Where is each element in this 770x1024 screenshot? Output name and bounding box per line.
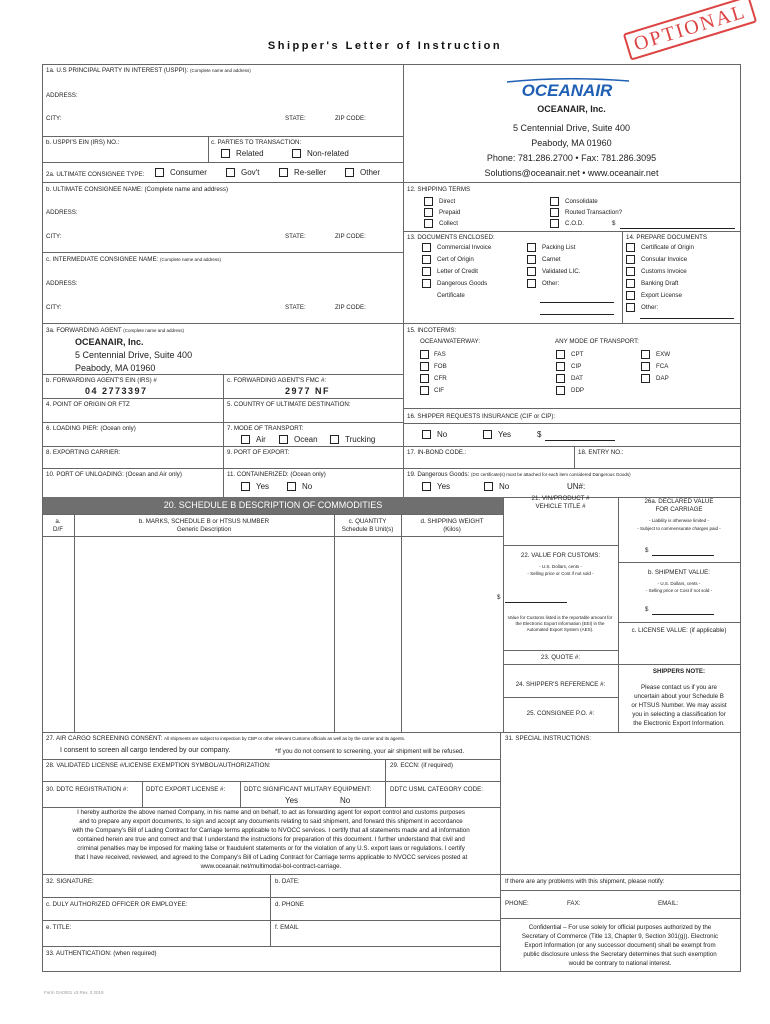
consular-invoice-checkbox[interactable]	[626, 255, 635, 264]
dg-yes-checkbox[interactable]	[422, 482, 431, 491]
ddtc-no[interactable]: No	[340, 796, 351, 805]
direct-label: Direct	[439, 198, 456, 205]
fa-address1: 5 Centennial Drive, Suite 400	[75, 350, 193, 360]
collect-checkbox[interactable]	[424, 219, 433, 228]
fa-ein-label: b. FORWARDING AGENT'S EIN (IRS) #	[46, 377, 157, 384]
problems-label: If there are any problems with this shipment, please notify:	[505, 878, 665, 885]
fa-address2: Peabody, MA 01960	[75, 363, 156, 373]
col-c-sub-label: Schedule B Unit(s)	[341, 526, 394, 533]
validated-license-label: 28. VALIDATED LICENSE #/LICENSE EXEMPTION SYMBOL/AUTHORIZATION:	[46, 762, 271, 769]
dangerous-goods-doc-checkbox[interactable]	[422, 279, 431, 288]
consumer-checkbox[interactable]	[155, 168, 164, 177]
fob-checkbox[interactable]	[420, 362, 429, 371]
screening-note: *If you do not consent to screening, your air shipment will be refused.	[275, 748, 465, 755]
declared-amount-field[interactable]	[652, 555, 714, 556]
usppi-ein-label: b. USPPI'S EIN (IRS) NO.:	[46, 139, 120, 146]
shipment-value-field[interactable]	[652, 614, 714, 615]
declared-value-sub-label: FOR CARRIAGE	[655, 506, 703, 513]
insurance-label: 16. SHIPPER REQUESTS INSURANCE (CIF or CIP):	[407, 413, 556, 420]
confidential-line-4: public disclosure unless the Secretary determines that such exemption	[523, 951, 717, 958]
dat-checkbox[interactable]	[556, 374, 565, 383]
containerized-no-label: No	[302, 482, 313, 491]
shipping-terms-label: 12. SHIPPING TERMS	[407, 186, 471, 193]
carnet-checkbox[interactable]	[527, 255, 536, 264]
ic-state-label: STATE:	[285, 304, 306, 311]
consignee-type-label: 2a. ULTIMATE CONSIGNEE TYPE:	[46, 171, 145, 178]
authentication-label: 33. AUTHENTICATION: (when required)	[46, 950, 157, 957]
ic-zip-label: ZIP CODE:	[335, 304, 366, 311]
forwarding-agent-label: 3a. FORWARDING AGENT (Complete name and address)	[46, 327, 185, 334]
vc-note-1: - U.S. Dollars, cents -	[539, 564, 582, 569]
sv-note-2: - Selling price or Cost if not sold -	[645, 588, 713, 593]
declared-note-2: - Subject to commensurate charges paid -	[637, 526, 721, 531]
entry-no-label: 18. ENTRY NO.:	[578, 449, 624, 456]
uc-city-label: CITY:	[46, 233, 62, 240]
shipper-ref-label: 24. SHIPPER'S REFERENCE #:	[515, 681, 606, 688]
dap-checkbox[interactable]	[641, 374, 650, 383]
company-address2: Peabody, MA 01960	[531, 138, 612, 148]
packing-list-checkbox[interactable]	[527, 243, 536, 252]
uc-zip-label: ZIP CODE:	[335, 233, 366, 240]
special-instructions-label: 31. SPECIAL INSTRUCTIONS:	[505, 735, 592, 742]
contact-phone-label: PHONE:	[505, 900, 529, 907]
shipment-value-label: b. SHIPMENT VALUE:	[647, 569, 710, 576]
col-d-sub-label: (Kilos)	[443, 526, 461, 533]
signature-label: 32. SIGNATURE:	[46, 878, 94, 885]
dangerous-goods-doc-label: Dangerous Goods	[437, 280, 488, 287]
page-title: Shipper's Letter of Instruction	[267, 40, 503, 52]
sv-note-1: - U.S. Dollars, cents -	[657, 581, 701, 586]
cfr-checkbox[interactable]	[420, 374, 429, 383]
vin-label: 21. VIN/PRODUCT #	[531, 495, 590, 502]
insurance-yes-checkbox[interactable]	[483, 430, 492, 439]
confidential-line-3: Export Information (or any successor document) shall be exempt from	[524, 942, 716, 949]
date-label: b. DATE:	[275, 878, 300, 885]
non-related-checkbox[interactable]	[292, 149, 301, 158]
exw-label: EXW	[656, 351, 671, 358]
company-web: Solutions@oceanair.net • www.oceanair.net	[484, 168, 659, 178]
vc-note-3: Value for Customs listed is the reportable amount for the Electronic Export Information (EEI) in the Automated Export System (AES).	[507, 615, 613, 633]
air-label: Air	[256, 435, 266, 444]
usppi-zip-label: ZIP CODE:	[335, 115, 366, 122]
exw-checkbox[interactable]	[641, 350, 650, 359]
auth-line-5: criminal penalties may be imposed for making false or fraudulent statements or for the violation of any U.S. export laws or regulations. I certify	[77, 845, 465, 852]
fa-ein-value: 04 2773397	[85, 386, 148, 396]
note-line-5: the Electronic Export Information.	[633, 720, 725, 727]
prep-cert-origin-checkbox[interactable]	[626, 243, 635, 252]
packing-list-label: Packing List	[542, 244, 576, 251]
ddtc-reg-label: 30. DDTC REGISTRATION #:	[46, 786, 129, 793]
carnet-label: Carnet	[542, 256, 561, 263]
declared-note-1: - Liability is otherwise limited -	[649, 518, 709, 523]
note-line-1: Please contact us if you are	[640, 684, 717, 691]
note-line-4: you in selecting a classification for	[632, 711, 726, 718]
auth-line-2: and to prepare any export documents, to sign and accept any documents relating to said shipment, and forward this shipment in accordance	[79, 818, 463, 825]
prep-other-field[interactable]	[640, 318, 734, 319]
cpt-label: CPT	[571, 351, 584, 358]
contact-fax-label: FAX:	[567, 900, 581, 907]
fca-checkbox[interactable]	[641, 362, 650, 371]
fca-label: FCA	[656, 363, 669, 370]
govt-label: Gov't	[241, 168, 260, 177]
value-customs-label: 22. VALUE FOR CUSTOMS:	[520, 552, 601, 559]
officer-label: c. DULY AUTHORIZED OFFICER OR EMPLOYEE:	[46, 901, 188, 908]
customs-invoice-label: Customs Invoice	[641, 268, 687, 275]
validated-lic-label: Validated LIC.	[542, 268, 581, 275]
declared-value-label: 26a. DECLARED VALUE	[644, 498, 714, 505]
auth-line-1: I hereby authorize the above named Company, in his name and on behalf, to act as forwarding agent for export control and customs purposes	[77, 809, 465, 816]
govt-checkbox[interactable]	[226, 168, 235, 177]
export-license-checkbox[interactable]	[626, 291, 635, 300]
cod-amount-field[interactable]	[620, 228, 735, 229]
ddp-checkbox[interactable]	[556, 386, 565, 395]
trucking-checkbox[interactable]	[330, 435, 339, 444]
cert-origin-checkbox[interactable]	[422, 255, 431, 264]
confidential-line-1: Confidential – For use solely for official purposes authorized by the	[528, 924, 712, 931]
confidential-line-2: Secretary of Commerce (Title 13, Chapter 9, Section 301(g)). Electronic	[521, 933, 719, 940]
prepare-docs-label: 14. PREPARE DOCUMENTS	[626, 234, 708, 241]
insurance-yes-label: Yes	[498, 430, 512, 439]
note-line-3: or HTSUS Number. We may assist	[631, 702, 727, 709]
oceanair-logo	[505, 78, 630, 98]
prep-other-label: Other:	[641, 304, 659, 311]
col-b-label: b. MARKS, SCHEDULE B or HTSUS NUMBER	[138, 518, 270, 525]
vc-dollar: $	[497, 594, 501, 601]
ocean-waterway-label: OCEAN/WATERWAY:	[420, 338, 481, 345]
ic-address-label: ADDRESS:	[46, 280, 78, 287]
fa-fmc-label: c. FORWARDING AGENT'S FMC #:	[227, 377, 327, 384]
email-label: f. EMAIL	[275, 924, 299, 931]
commercial-invoice-checkbox[interactable]	[422, 243, 431, 252]
non-related-label: Non-related	[307, 149, 349, 158]
cip-checkbox[interactable]	[556, 362, 565, 371]
col-a-label: a.	[55, 518, 61, 525]
related-label: Related	[236, 149, 264, 158]
license-value-label: c. LICENSE VALUE: (if applicable)	[631, 627, 727, 634]
ddtc-military-label: DDTC SIGNIFICANT MILITARY EQUIPMENT:	[244, 786, 372, 793]
insurance-amount-field[interactable]	[545, 440, 615, 441]
consignee-po-label: 25. CONSIGNEE P.O. #:	[526, 710, 595, 717]
routed-label: Routed Transaction?	[565, 209, 623, 216]
usppi-label: 1a. U.S PRINCIPAL PARTY IN INTEREST (USPPI): (Complete name and address)	[46, 67, 251, 74]
letter-credit-checkbox[interactable]	[422, 267, 431, 276]
usppi-address-label: ADDRESS:	[46, 92, 78, 99]
certificate-label: Certificate	[437, 292, 465, 299]
banking-draft-checkbox[interactable]	[626, 279, 635, 288]
ddp-label: DDP	[571, 387, 585, 394]
containerized-no-checkbox[interactable]	[287, 482, 296, 491]
containerized-label: 11. CONTAINERIZED: (Ocean only)	[227, 471, 326, 478]
consular-invoice-label: Consular Invoice	[641, 256, 688, 263]
dat-label: DAT	[571, 375, 583, 382]
routed-checkbox[interactable]	[550, 208, 559, 217]
collect-label: Collect	[439, 220, 458, 227]
declared-dollar: $	[645, 547, 649, 554]
letter-credit-label: Letter of Credit	[437, 268, 478, 275]
screening-label: 27. AIR CARGO SCREENING CONSENT: All shipments are subject to inspection by CBP or other relevant Customs officials as well as by the carrier and its agents.	[46, 735, 406, 742]
related-checkbox[interactable]	[221, 149, 230, 158]
value-customs-field[interactable]	[505, 602, 567, 603]
other-doc-checkbox[interactable]	[527, 279, 536, 288]
company-name: OCEANAIR, Inc.	[537, 104, 606, 114]
cod-checkbox[interactable]	[550, 219, 559, 228]
validated-lic-checkbox[interactable]	[527, 267, 536, 276]
ic-city-label: CITY:	[46, 304, 62, 311]
commercial-invoice-label: Commercial Invoice	[437, 244, 492, 251]
exporting-carrier-label: 8. EXPORTING CARRIER:	[46, 449, 121, 456]
reseller-label: Re-seller	[294, 168, 327, 177]
un-label: UN#:	[567, 482, 586, 491]
ddtc-usml-label: DDTC USML CATEGORY CODE:	[390, 786, 483, 793]
loading-pier-label: 6. LOADING PIER: (Ocean only)	[46, 425, 136, 432]
banking-draft-label: Banking Draft	[641, 280, 679, 287]
form-footer: Form OA0001 v3 Rev. 3 2019	[44, 990, 104, 995]
country-dest-label: 5. COUNTRY OF ULTIMATE DESTINATION:	[227, 401, 351, 408]
ocean-label: Ocean	[294, 435, 318, 444]
consolidate-label: Consolidate	[565, 198, 598, 205]
cod-dollar: $	[612, 220, 616, 227]
cert-origin-label: Cert of Origin	[437, 256, 474, 263]
uc-state-label: STATE:	[285, 233, 306, 240]
cfr-label: CFR	[434, 375, 447, 382]
sv-dollar: $	[645, 606, 649, 613]
phone-label: d. PHONE	[275, 901, 304, 908]
incoterms-label: 15. INCOTERMS:	[407, 327, 457, 334]
containerized-yes-checkbox[interactable]	[241, 482, 250, 491]
title-label: e. TITLE:	[46, 924, 72, 931]
other-checkbox[interactable]	[345, 168, 354, 177]
contact-email-label: EMAIL:	[658, 900, 679, 907]
schedule-b-heading: 20. SCHEDULE B DESCRIPTION OF COMMODITIES	[43, 497, 503, 514]
confidential-line-5: would be contrary to national interest.	[568, 960, 672, 967]
cip-label: CIP	[571, 363, 582, 370]
fas-label: FAS	[434, 351, 446, 358]
fa-fmc-value: 2977 NF	[285, 386, 331, 396]
usppi-city-label: CITY:	[46, 115, 62, 122]
insurance-no-label: No	[437, 430, 448, 439]
ddtc-export-label: DDTC EXPORT LICENSE #:	[146, 786, 226, 793]
parties-label: c. PARTIES TO TRANSACTION:	[211, 139, 302, 146]
air-checkbox[interactable]	[241, 435, 250, 444]
col-a-df-label: D/F	[53, 526, 63, 533]
insurance-dollar: $	[537, 430, 542, 439]
other-doc-field[interactable]	[540, 302, 614, 303]
other-doc-field-2[interactable]	[540, 314, 614, 315]
dg-no-label: No	[499, 482, 510, 491]
vin-sub-label: VEHICLE TITLE #	[535, 503, 586, 510]
auth-line-3: with the Company's Bill of Lading Contract for Carriage terms applicable to NVOCC services. I certify that all statements made and all information	[72, 827, 470, 834]
ddtc-yes[interactable]: Yes	[285, 796, 299, 805]
intermediate-consignee-label: c. INTERMEDIATE CONSIGNEE NAME: (Complete name and address)	[46, 256, 221, 263]
cpt-checkbox[interactable]	[556, 350, 565, 359]
other-doc-label: Other:	[542, 280, 560, 287]
auth-line-6: that I have received, reviewed, and agreed to the Company's Bill of Lading Contract for Carriage terms applicable to NVOCC services posted at	[74, 854, 468, 861]
dg-no-checkbox[interactable]	[484, 482, 493, 491]
insurance-no-checkbox[interactable]	[422, 430, 431, 439]
fa-name: OCEANAIR, Inc.	[75, 337, 144, 347]
trucking-label: Trucking	[345, 435, 376, 444]
prepaid-label: Prepaid	[439, 209, 461, 216]
consumer-label: Consumer	[170, 168, 207, 177]
screening-consent: I consent to screen all cargo tendered by our company.	[60, 747, 231, 754]
vc-note-2: - Selling price or Cost if not sold -	[527, 571, 594, 576]
mode-transport-label: 7. MODE OF TRANSPORT:	[227, 425, 304, 432]
customs-invoice-checkbox[interactable]	[626, 267, 635, 276]
documents-label: 13. DOCUMENTS ENCLOSED:	[407, 234, 495, 241]
eccn-label: 29. ECCN: (if required)	[390, 762, 453, 769]
dg-yes-label: Yes	[437, 482, 451, 491]
shippers-note-label: SHIPPERS NOTE:	[652, 668, 706, 675]
prepaid-checkbox[interactable]	[424, 208, 433, 217]
col-b-sub-label: Generic Description	[176, 526, 232, 533]
export-license-label: Export License	[641, 292, 682, 299]
auth-line-7: www.oceanair.net/multimodal-bol-contract-carriage.	[200, 863, 342, 870]
dangerous-goods-label: 19. Dangerous Goods: (DG certificate(s) must be attached for each item considered Dangerous Goods)	[407, 471, 631, 478]
fas-checkbox[interactable]	[420, 350, 429, 359]
consolidate-checkbox[interactable]	[550, 197, 559, 206]
col-d-label: d. SHIPPING WEIGHT	[420, 518, 484, 525]
optional-stamp: OPTIONAL	[623, 0, 757, 61]
usppi-state-label: STATE:	[285, 115, 306, 122]
svg-text:OCEANAIR: OCEANAIR	[521, 81, 613, 98]
auth-line-4: contained herein are true and correct and that I understand the instructions for preparation of this document. I further understand that civil and	[77, 836, 465, 843]
dap-label: DAP	[656, 375, 669, 382]
containerized-yes-label: Yes	[256, 482, 270, 491]
ultimate-consignee-label: b. ULTIMATE CONSIGNEE NAME: (Complete name and address)	[46, 186, 229, 193]
cif-label: CIF	[434, 387, 444, 394]
col-c-label: c. QUANTITY	[348, 518, 387, 525]
in-bond-label: 17. IN-BOND CODE.:	[407, 449, 467, 456]
any-mode-label: ANY MODE OF TRANSPORT:	[555, 338, 639, 345]
ocean-checkbox[interactable]	[279, 435, 288, 444]
company-phone-fax: Phone: 781.286.2700 • Fax: 781.286.3095	[486, 153, 657, 163]
port-export-label: 9. PORT OF EXPORT:	[227, 449, 290, 456]
cod-label: C.O.D.	[565, 220, 584, 227]
uc-address-label: ADDRESS:	[46, 209, 78, 216]
note-line-2: uncertain about your Schedule B	[634, 693, 724, 700]
company-address1: 5 Centennial Drive, Suite 400	[512, 123, 631, 133]
prep-cert-origin-label: Certificate of Origin	[641, 244, 694, 251]
direct-checkbox[interactable]	[424, 197, 433, 206]
fob-label: FOB	[434, 363, 447, 370]
cif-checkbox[interactable]	[420, 386, 429, 395]
other-label: Other	[360, 168, 381, 177]
quote-label: 23. QUOTE #:	[540, 654, 581, 661]
port-unloading-label: 10. PORT OF UNLOADING: (Ocean and Air only)	[46, 471, 182, 478]
reseller-checkbox[interactable]	[279, 168, 288, 177]
point-origin-label: 4. POINT OF ORIGIN OR FTZ	[46, 401, 130, 408]
prep-other-checkbox[interactable]	[626, 303, 635, 312]
